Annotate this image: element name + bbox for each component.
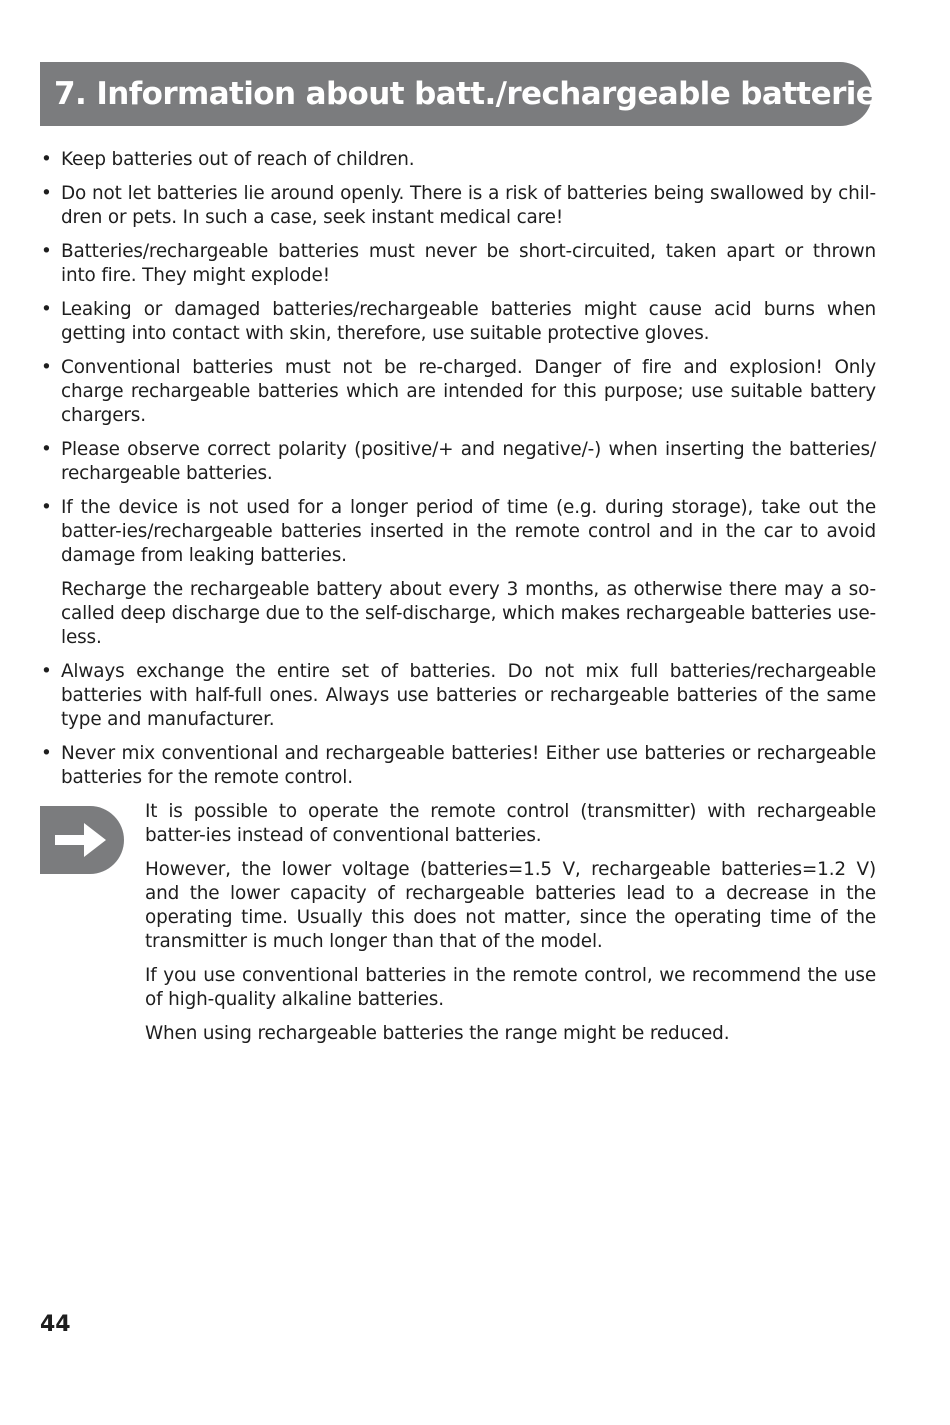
bullet-text: Conventional batteries must not be re-charged. Danger of fire and explosion! Only charge rechargeable batteries which are intended for this purpose; use suitable battery chargers.: [61, 357, 876, 426]
bullet-item: [40, 182, 876, 230]
bullet-dot: •: [41, 241, 52, 262]
bullet-item: [40, 742, 876, 790]
bullet-text: Please observe correct polarity (positive/+ and negative/-) when inserting the batteries/ rechargeable batteries.: [61, 439, 876, 484]
bullet-dot: •: [41, 357, 52, 378]
bullet-dot: •: [41, 149, 52, 170]
bullet-item: [40, 356, 876, 428]
bullet-dot: •: [41, 743, 52, 764]
bullet-text: Leaking or damaged batteries/rechargeable batteries might cause acid burns when getting into contact with skin, therefore, use suitable protective gloves.: [61, 299, 876, 344]
bullet-dot: •: [41, 439, 52, 460]
section-title-bar: [40, 62, 895, 126]
section-title: 7. Information about batt./rechargeable batteries: [54, 76, 895, 112]
bullet-item: [40, 298, 876, 346]
bullet-item: [40, 496, 876, 650]
bullet-item: [40, 240, 876, 288]
note-text: It is possible to operate the remote control (transmitter) with rechargeable batter-ies instead of conventional batteries.: [145, 801, 876, 846]
bullet-dot: •: [41, 661, 52, 682]
bullet-text: Recharge the rechargeable battery about every 3 months, as otherwise there may a so-called deep discharge due to the self-discharge, which makes rechargeable batteries use-less.: [61, 579, 876, 648]
note-block: [40, 800, 876, 1046]
bullet-text: Always exchange the entire set of batteries. Do not mix full batteries/rechargeable batteries with half-full ones. Always use batteries or rechargeable batteries of the same type and manufacturer.: [61, 661, 876, 730]
bullet-text: Batteries/rechargeable batteries must never be short-circuited, taken apart or thrown into fire. They might explode!: [61, 241, 876, 286]
note-text: If you use conventional batteries in the remote control, we recommend the use of high-quality alkaline batteries.: [145, 965, 876, 1010]
note-text: However, the lower voltage (batteries=1.5 V, rechargeable batteries=1.2 V) and the lower capacity of rechargeable batteries lead to a decrease in the operating time. Usually this does not matter, since the operating time of the transmitter is much longer than that of the model.: [145, 859, 876, 952]
bullet-dot: •: [41, 497, 52, 518]
note-body: [145, 800, 876, 1046]
page-number: 44: [40, 1312, 71, 1337]
bullet-text: Never mix conventional and rechargeable batteries! Either use batteries or rechargeable batteries for the remote control.: [61, 743, 876, 788]
bullet-dot: •: [41, 183, 52, 204]
bullet-item: [40, 438, 876, 486]
bullet-item: [40, 148, 876, 172]
bullet-text: Keep batteries out of reach of children.: [61, 149, 415, 170]
bullet-text: Do not let batteries lie around openly. There is a risk of batteries being swallowed by chil-dren or pets. In such a case, seek instant medical care!: [61, 183, 876, 228]
bullet-item: [40, 660, 876, 732]
safety-bullet-list: [40, 148, 876, 790]
bullet-dot: •: [41, 299, 52, 320]
main-content: [40, 148, 876, 1056]
bullet-text: If the device is not used for a longer period of time (e.g. during storage), take out the batter-ies/rechargeable batteries inserted in the remote control and in the car to avoid damage from leaking batteries.: [61, 497, 876, 566]
arrow-right-icon: [40, 806, 124, 874]
note-text: When using rechargeable batteries the range might be reduced.: [145, 1023, 730, 1044]
